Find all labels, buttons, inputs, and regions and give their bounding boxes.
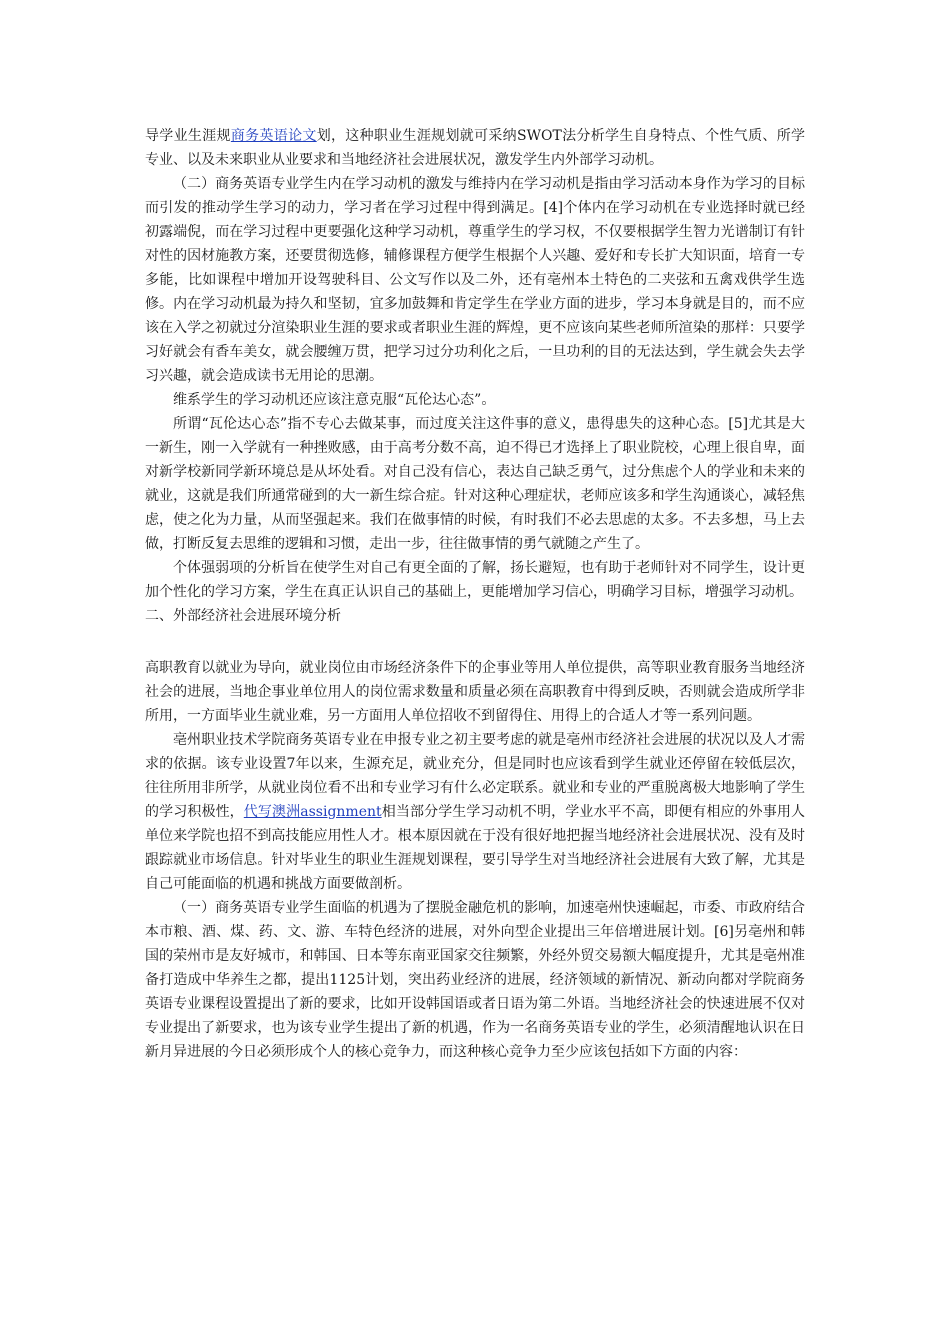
paragraph-8: （一）商务英语专业学生面临的机遇为了摆脱金融危机的影响，加速亳州快速崛起，市委、市政府结合本市粮、酒、煤、药、文、游、车特色经济的进展，对外向型企业提出三年倍增进展计划。[6]另亳州和韩国的荣州市是友好城市，和韩国、日本等东南亚国家交往频繁，外经外贸交易额大幅度提升，尤其是亳州准备打造成中华养生之都，提出1125计划，突出药业经济的进展，经济领域的新情况、新动向都对学院商务英语专业课程设置提出了新的要求，比如开设韩国语或者日语为第二外语。当地经济社会的快速进展不仅对专业提出了新要求，也为该专业学生提出了新的机遇，作为一名商务英语专业的学生，必须清醒地认识在日新月异进展的今日必须形成个人的核心竞争力，而这种核心竞争力至少应该包括如下方面的内容： [145,900,805,1060]
paragraph-3: 维系学生的学习动机还应该注意克服“瓦伦达心态”。 [173,392,496,408]
section-heading: 二、外部经济社会进展环境分析 [145,608,341,624]
paragraph-1-pre: 导学业生涯规 [145,128,231,144]
paragraph-6: 高职教育以就业为导向，就业岗位由市场经济条件下的企事业等用人单位提供，高等职业教育服务当地经济社会的进展，当地企事业单位用人的岗位需求数量和质量必须在高职教育中得到反映，否则就会造成所学非所用，一方面毕业生就业难，另一方面用人单位招收不到留得住、用得上的合适人才等一系列问题。 [145,660,805,724]
paragraph-2: （二）商务英语专业学生内在学习动机的激发与维持内在学习动机是指由学习活动本身作为学习的目标而引发的推动学生学习的动力，学习者在学习过程中得到满足。[4]个体内在学习动机在专业选择时就已经初露端倪，而在学习过程中更要强化这种学习动机，尊重学生的学习权，不仅要根据学生智力光谱制订有针对性的因材施教方案，还要贯彻选修，辅修课程方便学生根据个人兴趣、爱好和专长扩大知识面，培育一专多能，比如课程中增加开设驾驶科目、公文写作以及二外，还有亳州本土特色的二夹弦和五禽戏供学生选修。内在学习动机最为持久和坚韧，宜多加鼓舞和肯定学生在学业方面的进步，学习本身就是目的，而不应该在入学之初就过分渲染职业生涯的要求或者职业生涯的辉煌，更不应该向某些老师所渲染的那样：只要学习好就会有香车美女，就会腰缠万贯，把学习过分功利化之后，一旦功利的目的无法达到，学生就会失去学习兴趣，就会造成读书无用论的思潮。 [145,176,805,384]
paragraph-5: 个体强弱项的分析旨在使学生对自己有更全面的了解，扬长避短，也有助于老师针对不同学生，设计更加个性化的学习方案，学生在真正认识自己的基础上，更能增加学习信心，明确学习目标，增强学习动机。 [145,560,805,600]
assignment-link[interactable]: 代写澳洲assignment [243,804,382,820]
paragraph-7-pre: 亳州职业技术学院商务英语专业在申报专业之初主要考虑的就是亳州市经济社会进展的状况以及人才需求的依据。该专业设置7年以来，生源充足，就业充分，但是同时也应该看到学生就业还停留在较低层次，往往所用非所学，从就业岗位看不出和专业学习有什么必定联系。就业和专业的严重脱离极大地影响了学生的学习积极性， [145,732,805,820]
paragraph-7-post: 相当部分学生学习动机不明，学业水平不高，即便有相应的外事用人单位来学院也招不到高技能应用性人才。根本原因就在于没有很好地把握当地经济社会进展状况、没有及时跟踪就业市场信息。针对毕业生的职业生涯规划课程，要引导学生对当地经济社会进展有大致了解，尤其是自己可能面临的机遇和挑战方面要做剖析。 [145,804,806,892]
paragraph-7 [145,728,805,896]
paragraph-1 [145,124,805,172]
paragraph-4: 所谓“瓦伦达心态”指不专心去做某事，而过度关注这件事的意义，患得患失的这种心态。[5]尤其是大一新生，刚一入学就有一种挫败感，由于高考分数不高，迫不得已才选择上了职业院校，心理上很自卑，面对新学校新同学新环境总是从坏处看。对自己没有信心，表达自己缺乏勇气，过分焦虑个人的学业和未来的就业，这就是我们所通常碰到的大一新生综合症。针对这种心理症状，老师应该多和学生沟通谈心，减轻焦虑，使之化为力量，从而坚强起来。我们在做事情的时候，有时我们不必去思虑的太多。不去多想，马上去做，打断反复去思维的逻辑和习惯，走出一步，往往做事情的勇气就随之产生了。 [145,416,805,552]
document-page [145,124,805,1064]
business-english-thesis-link[interactable]: 商务英语论文 [230,128,317,144]
paragraph-1-post: 划，这种职业生涯规划就可采纳SWOT法分析学生自身特点、个性气质、所学专业、以及未来职业从业要求和当地经济社会进展状况，激发学生内外部学习动机。 [145,128,806,168]
